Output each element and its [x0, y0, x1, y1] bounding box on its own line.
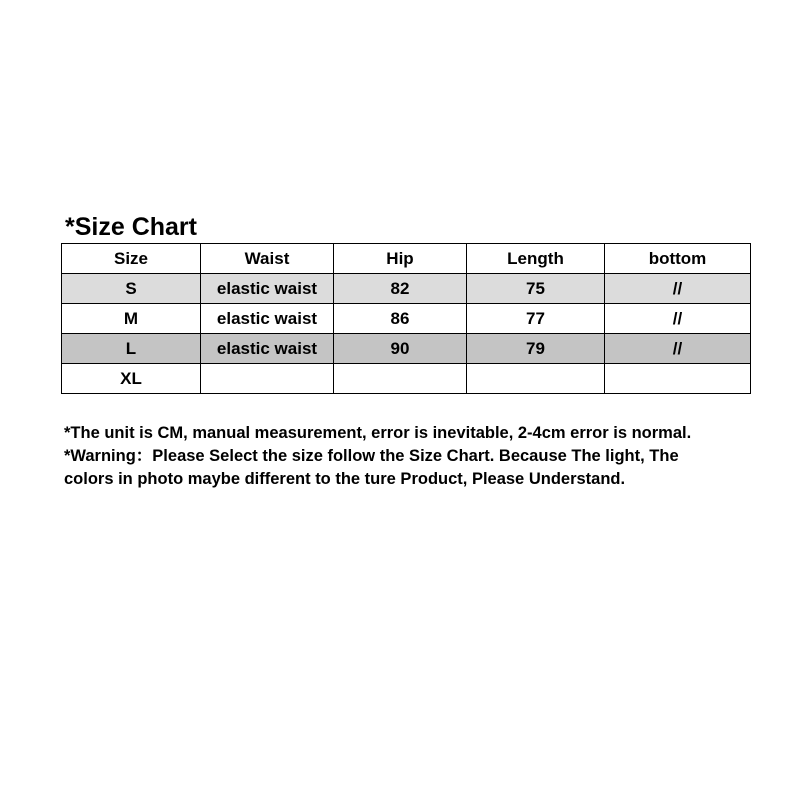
cell-bottom: //: [605, 334, 751, 364]
table-header-row: [62, 244, 751, 274]
header-length: Length: [467, 244, 605, 274]
cell-length: 75: [467, 274, 605, 304]
table-row: [62, 274, 751, 304]
cell-bottom: //: [605, 274, 751, 304]
table-row: [62, 304, 751, 334]
cell-waist: elastic waist: [201, 274, 334, 304]
cell-waist: elastic waist: [201, 334, 334, 364]
header-waist: Waist: [201, 244, 334, 274]
header-bottom: bottom: [605, 244, 751, 274]
header-hip: Hip: [334, 244, 467, 274]
cell-hip: 86: [334, 304, 467, 334]
warning-note-line2: colors in photo maybe different to the ture Product, Please Understand.: [64, 470, 626, 488]
size-chart-table: [61, 243, 751, 394]
unit-note: *The unit is CM, manual measurement, error is inevitable, 2-4cm error is normal.: [64, 424, 692, 442]
table-row: [62, 364, 751, 394]
header-size: Size: [62, 244, 201, 274]
cell-waist: elastic waist: [201, 304, 334, 334]
notes-block: [64, 422, 764, 491]
cell-waist: [201, 364, 334, 394]
size-chart-title: *Size Chart: [65, 213, 197, 241]
cell-length: [467, 364, 605, 394]
cell-hip: 90: [334, 334, 467, 364]
cell-hip: 82: [334, 274, 467, 304]
cell-hip: [334, 364, 467, 394]
cell-size: XL: [62, 364, 201, 394]
warning-note-line1: *Warning：Please Select the size follow the Size Chart. Because The light, The: [64, 447, 679, 465]
cell-length: 77: [467, 304, 605, 334]
table-row: [62, 334, 751, 364]
cell-size: S: [62, 274, 201, 304]
cell-bottom: [605, 364, 751, 394]
cell-size: M: [62, 304, 201, 334]
cell-size: L: [62, 334, 201, 364]
cell-bottom: //: [605, 304, 751, 334]
cell-length: 79: [467, 334, 605, 364]
